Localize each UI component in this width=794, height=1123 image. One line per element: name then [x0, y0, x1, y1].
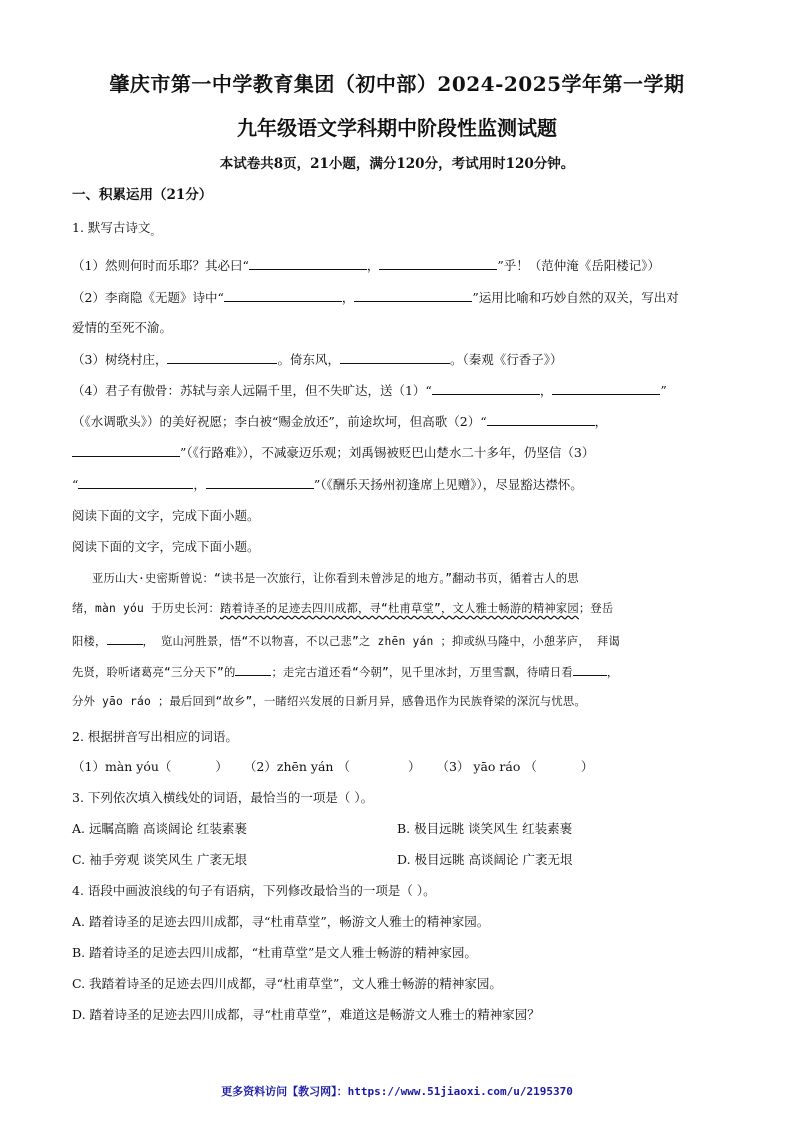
- q1-item2-cont: 爱情的至死不渝。: [72, 320, 173, 335]
- reading-instruction: 阅读下面的文字，完成下面小题。: [72, 539, 260, 554]
- q3-option-d[interactable]: D. 极目远眺 高谈阔论 广袤无垠: [397, 852, 573, 867]
- passage-line1: 亚历山大·史密斯曾说：“读书是一次旅行，让你看到未曾涉足的地方。”翻动书页，循着古人的思: [92, 572, 579, 585]
- q4-option-c[interactable]: C. 我踏着诗圣的足迹去四川成都，寻“杜甫草堂”，文人雅士畅游的精神家园。: [72, 976, 502, 991]
- exam-subtitle: 本试卷共8页，21小题，满分120分，考试用时120分钟。: [219, 156, 575, 172]
- answer-blank[interactable]: [206, 475, 314, 489]
- passage-line2: 绪，màn yóu 于历史长河：踏着诗圣的足迹去四川成都，寻“杜甫草堂”，文人雅士畅游的精神家园；登岳: [72, 602, 614, 615]
- answer-blank[interactable]: [379, 256, 497, 270]
- q1-item4-line4: “ ， ”（《酬乐天扬州初逢席上见赠》），尽显豁达襟怀。: [72, 477, 583, 492]
- passage-blank[interactable]: [235, 662, 271, 676]
- passage-blank[interactable]: [107, 631, 143, 645]
- q2-items: （1）màn yóu（ ） （2）zhēn yán （ ） （3） yāo ráo （ ）: [72, 759, 594, 774]
- exam-title-line2: 九年级语文学科期中阶段性监测试题: [237, 116, 557, 140]
- q4-option-a[interactable]: A. 踏着诗圣的足迹去四川成都，寻“杜甫草堂”，畅游文人雅士的精神家园。: [72, 914, 490, 929]
- answer-blank[interactable]: [354, 288, 472, 302]
- q3-stem: 3. 下列依次填入横线处的词语，最恰当的一项是（ ）。: [72, 790, 374, 805]
- reading-instruction: 阅读下面的文字，完成下面小题。: [72, 508, 260, 523]
- answer-blank[interactable]: [340, 350, 450, 364]
- passage-blank[interactable]: [573, 662, 607, 676]
- q1-item1: （1）然则何时而乐耶？其必曰“ ， ”乎！（范仲淹《岳阳楼记》）: [72, 258, 661, 273]
- footer-text: 更多资料访问【教习网】：: [221, 1085, 348, 1098]
- q1-item3: （3）树绕村庄， 。倚东风， 。（秦观《行香子》）: [72, 352, 563, 367]
- answer-blank[interactable]: [487, 412, 595, 426]
- footer: [0, 1083, 794, 1099]
- passage-line3: 阳楼， ， 览山河胜景，悟“不以物喜，不以己悲”之 zhēn yán ；抑或纵马隆中，小憩茅庐， 拜谒: [72, 631, 620, 649]
- q4-option-d[interactable]: D. 踏着诗圣的足迹去四川成都，寻“杜甫草堂”，难道这是畅游文人雅士的精神家园？: [72, 1007, 540, 1022]
- q1-stem: 1. 默写古诗文$_。$: [72, 220, 161, 238]
- answer-blank[interactable]: [224, 288, 342, 302]
- answer-blank[interactable]: [432, 381, 540, 395]
- q1-item4-line3: ”（《行路难》），不减豪迈乐观；刘禹锡被贬巴山楚水二十多年，仍坚信（3）: [72, 443, 594, 461]
- answer-blank[interactable]: [249, 256, 367, 270]
- section-heading: 一、积累运用（21分）: [72, 187, 213, 203]
- q1-item4-line1: （4）君子有傲骨：苏轼与亲人远隔千里，但不失旷达，送（1）“ ， ”: [72, 383, 667, 398]
- answer-blank[interactable]: [78, 475, 193, 489]
- q3-option-c[interactable]: C. 袖手旁观 谈笑风生 广袤无垠: [72, 852, 248, 867]
- passage-line4: 先贤，聆听诸葛亮“三分天下”的 ；走完古道还看“今朝”，见千里冰封，万里雪飘，待晴日看 ，: [72, 662, 618, 680]
- q1-item4-line2: （《水调歌头》）的美好祝愿；李白被“赐金放还”，前途坎坷，但高歌（2）“ ，: [72, 414, 608, 429]
- q3-option-a[interactable]: A. 远瞩高瞻 高谈阔论 红装素裹: [72, 821, 247, 836]
- passage-line5: 分外 yāo ráo ；最后回到“故乡”，一睹绍兴发展的日新月异，感鲁迅作为民族脊梁的深沉与忧思。: [72, 695, 586, 708]
- answer-blank[interactable]: [552, 381, 660, 395]
- q3-option-b[interactable]: B. 极目远眺 谈笑风生 红装素裹: [397, 821, 573, 836]
- footer-link[interactable]: https://www.51jiaoxi.com/u/2195370: [347, 1085, 573, 1098]
- q4-option-b[interactable]: B. 踏着诗圣的足迹去四川成都，“杜甫草堂”是文人雅士畅游的精神家园。: [72, 945, 477, 960]
- q2-stem: 2. 根据拼音写出相应的词语。: [72, 729, 238, 744]
- wavy-underlined-sentence: 踏着诗圣的足迹去四川成都，寻“杜甫草堂”，文人雅士畅游的精神家园: [220, 602, 579, 615]
- answer-blank[interactable]: [167, 350, 277, 364]
- answer-blank[interactable]: [72, 443, 180, 457]
- q1-item2: （2）李商隐《无题》诗中“ ， ”运用比喻和巧妙自然的双关，写出对: [72, 290, 679, 305]
- exam-title-line1: 肇庆市第一中学教育集团（初中部）2024-2025学年第一学期: [109, 72, 685, 96]
- q4-stem: 4. 语段中画波浪线的句子有语病，下列修改最恰当的一项是（ ）。: [72, 883, 436, 898]
